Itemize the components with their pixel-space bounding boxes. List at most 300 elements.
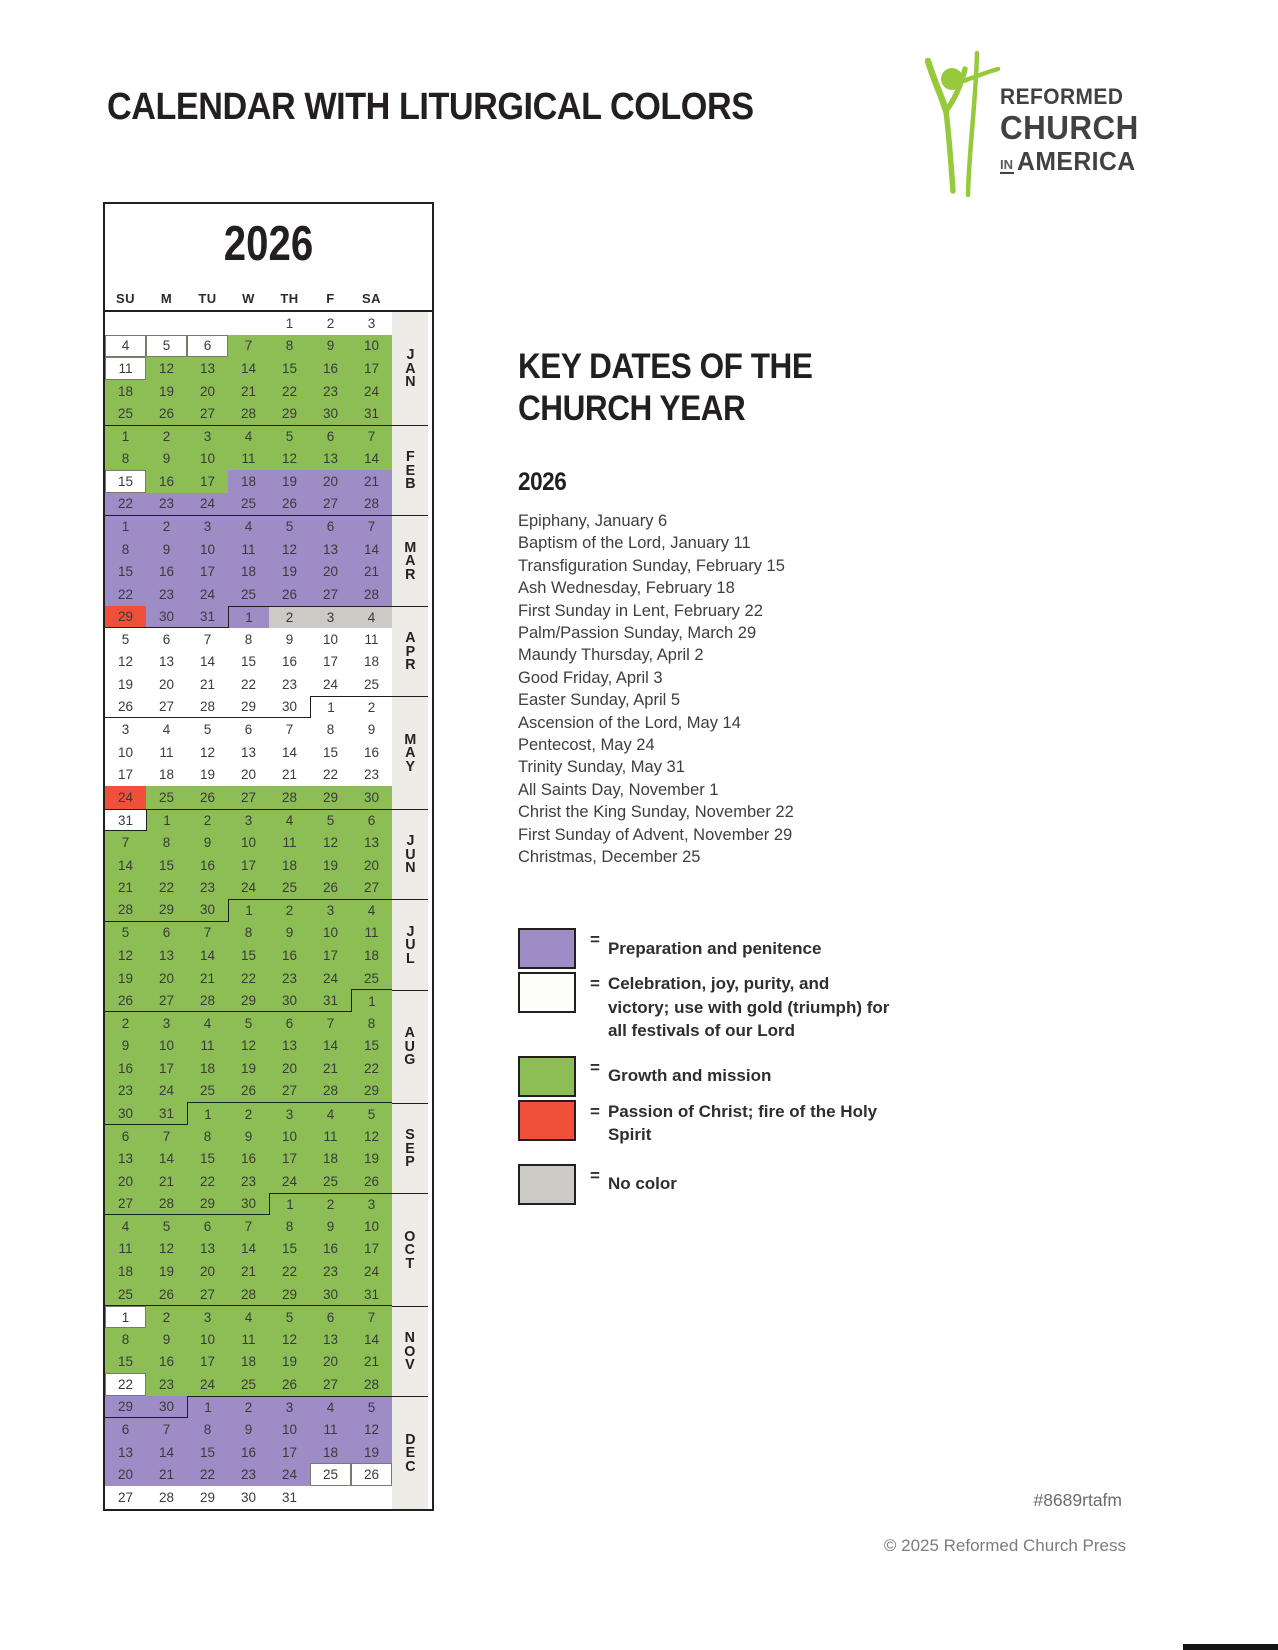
- day-cell: 4: [351, 899, 392, 922]
- day-cell: 3: [187, 1305, 228, 1328]
- day-cell: 13: [146, 944, 187, 967]
- day-cell: 22: [105, 1373, 146, 1396]
- day-cell: 12: [105, 944, 146, 967]
- day-cell: 2: [146, 1305, 187, 1328]
- week-row: [105, 1486, 392, 1509]
- legend-label: Preparation and penitence: [607, 938, 822, 958]
- day-cell: 21: [187, 673, 228, 696]
- day-cell: 1: [187, 1102, 228, 1125]
- day-cell: 14: [228, 357, 269, 380]
- day-cell: 20: [105, 1170, 146, 1193]
- day-cell: 31: [146, 1102, 187, 1125]
- day-cell: 27: [146, 696, 187, 719]
- day-cell: 12: [146, 357, 187, 380]
- day-cell: 21: [228, 1260, 269, 1283]
- week-row: [105, 447, 392, 470]
- key-date-item: Good Friday, April 3: [518, 668, 663, 687]
- day-cell: 17: [187, 1351, 228, 1374]
- day-cell: 8: [105, 538, 146, 561]
- day-cell: 27: [310, 493, 351, 516]
- day-cell: 15: [228, 651, 269, 674]
- calendar-weeks-grid: [105, 312, 392, 1509]
- rca-logo-mark-icon: [922, 48, 1002, 200]
- day-cell: 4: [187, 1012, 228, 1035]
- day-cell: 20: [105, 1463, 146, 1486]
- week-row: [105, 1441, 392, 1464]
- day-cell: 2: [146, 515, 187, 538]
- day-cell: 27: [351, 876, 392, 899]
- month-label-jan: [392, 312, 428, 425]
- day-cell: 17: [187, 560, 228, 583]
- key-date-item: Baptism of the Lord, January 11: [518, 534, 751, 553]
- day-cell: 14: [228, 1238, 269, 1261]
- day-cell: 16: [310, 1238, 351, 1261]
- day-cell: 30: [269, 696, 310, 719]
- day-cell: 28: [105, 899, 146, 922]
- day-cell: 21: [351, 560, 392, 583]
- day-cell: 20: [146, 673, 187, 696]
- day-cell: 3: [351, 312, 392, 335]
- day-cell: 30: [228, 1486, 269, 1509]
- week-row: [105, 1125, 392, 1148]
- day-cell: 19: [269, 470, 310, 493]
- logo-church: CHURCH: [1000, 109, 1139, 146]
- month-label-nov: [392, 1306, 428, 1396]
- empty-cell: [146, 312, 187, 335]
- day-cell: 17: [310, 944, 351, 967]
- day-cell: 25: [310, 1463, 351, 1486]
- week-row: [105, 1035, 392, 1058]
- day-cell: 9: [310, 1215, 351, 1238]
- day-cell: 14: [351, 1328, 392, 1351]
- empty-cell: [310, 1486, 351, 1509]
- key-date-item: All Saints Day, November 1: [518, 780, 719, 799]
- month-label-sep: [392, 1103, 428, 1193]
- legend-label: Celebration, joy, purity, and victory; use with gold (triumph) for all festivals of our Lord: [607, 974, 890, 1040]
- day-cell: 2: [146, 425, 187, 448]
- key-date-item: Transfiguration Sunday, February 15: [518, 556, 785, 575]
- day-cell: 29: [105, 1396, 146, 1419]
- week-row: [105, 718, 392, 741]
- day-cell: 30: [269, 989, 310, 1012]
- day-cell: 17: [351, 357, 392, 380]
- day-cell: 14: [146, 1441, 187, 1464]
- day-cell: 7: [351, 1305, 392, 1328]
- day-cell: 1: [228, 899, 269, 922]
- day-cell: 21: [187, 967, 228, 990]
- day-cell: 13: [105, 1441, 146, 1464]
- day-cell: 8: [228, 922, 269, 945]
- day-cell: 18: [269, 854, 310, 877]
- day-cell: 20: [146, 967, 187, 990]
- legend-row: [518, 928, 948, 969]
- day-cell: 19: [146, 1260, 187, 1283]
- day-cell: 19: [146, 380, 187, 403]
- day-cell: 8: [146, 831, 187, 854]
- week-row: [105, 1170, 392, 1193]
- day-cell: 26: [146, 402, 187, 425]
- day-cell: 26: [269, 583, 310, 606]
- calendar-body: [105, 312, 432, 1509]
- day-cell: 13: [105, 1147, 146, 1170]
- day-cell: 4: [269, 809, 310, 832]
- day-cell: 25: [146, 786, 187, 809]
- day-cell: 23: [146, 493, 187, 516]
- day-cell: 9: [228, 1418, 269, 1441]
- month-label-letters: J U L: [404, 922, 416, 967]
- week-row: [105, 1260, 392, 1283]
- day-cell: 20: [187, 380, 228, 403]
- liturgical-calendar-panel: [103, 202, 434, 1511]
- day-cell: 2: [310, 1193, 351, 1216]
- week-row: [105, 1193, 392, 1216]
- day-cell: 18: [310, 1147, 351, 1170]
- day-cell: 19: [351, 1441, 392, 1464]
- day-cell: 26: [269, 1373, 310, 1396]
- day-cell: 22: [228, 673, 269, 696]
- week-row: [105, 764, 392, 787]
- day-cell: 26: [105, 989, 146, 1012]
- day-cell: 4: [105, 335, 146, 358]
- day-cell: 14: [105, 854, 146, 877]
- day-cell: 30: [146, 1396, 187, 1419]
- day-cell: 13: [310, 447, 351, 470]
- day-cell: 12: [269, 1328, 310, 1351]
- day-cell: 29: [105, 606, 146, 629]
- day-cell: 28: [146, 1486, 187, 1509]
- day-cell: 5: [105, 922, 146, 945]
- key-date-item: Epiphany, January 6: [518, 512, 668, 530]
- day-cell: 17: [228, 854, 269, 877]
- day-cell: 16: [146, 1351, 187, 1374]
- day-cell: 8: [187, 1418, 228, 1441]
- day-cell: 14: [187, 651, 228, 674]
- day-cell: 10: [269, 1418, 310, 1441]
- month-label-letters: N O V: [404, 1329, 416, 1374]
- day-cell: 27: [187, 402, 228, 425]
- legend-row: [518, 1056, 948, 1097]
- day-cell: 6: [187, 1215, 228, 1238]
- week-row: [105, 1012, 392, 1035]
- day-cell: 6: [105, 1125, 146, 1148]
- key-date-item: Trinity Sunday, May 31: [518, 758, 685, 777]
- day-cell: 23: [310, 1260, 351, 1283]
- day-cell: 29: [310, 786, 351, 809]
- day-cell: 9: [351, 718, 392, 741]
- week-row: [105, 515, 392, 538]
- key-dates-year: 2026: [518, 468, 567, 496]
- week-row: [105, 741, 392, 764]
- day-cell: 25: [351, 967, 392, 990]
- day-cell: 31: [351, 1283, 392, 1306]
- day-cell: 17: [187, 470, 228, 493]
- legend-equals: =: [590, 930, 600, 949]
- month-label-letters: D E C: [404, 1430, 416, 1475]
- month-label-jul: [392, 899, 428, 989]
- day-cell: 28: [351, 1373, 392, 1396]
- day-cell: 7: [228, 335, 269, 358]
- legend-swatch: [518, 1056, 576, 1097]
- day-cell: 12: [187, 741, 228, 764]
- day-cell: 12: [228, 1035, 269, 1058]
- day-cell: 1: [105, 1305, 146, 1328]
- key-dates-list: [518, 510, 898, 869]
- day-cell: 27: [310, 583, 351, 606]
- day-cell: 24: [269, 1463, 310, 1486]
- day-cell: 6: [269, 1012, 310, 1035]
- day-cell: 19: [187, 764, 228, 787]
- day-cell: 7: [310, 1012, 351, 1035]
- day-cell: 8: [105, 1328, 146, 1351]
- week-row: [105, 854, 392, 877]
- day-cell: 16: [187, 854, 228, 877]
- day-cell: 6: [310, 425, 351, 448]
- day-cell: 25: [228, 583, 269, 606]
- day-cell: 4: [310, 1102, 351, 1125]
- day-cell: 25: [228, 493, 269, 516]
- day-cell: 13: [146, 651, 187, 674]
- day-cell: 9: [269, 922, 310, 945]
- week-row: [105, 538, 392, 561]
- day-cell: 20: [310, 1351, 351, 1374]
- week-row: [105, 1102, 392, 1125]
- day-cell: 23: [269, 967, 310, 990]
- day-cell: 22: [105, 493, 146, 516]
- legend-row: [518, 972, 948, 1043]
- day-cell: 12: [351, 1418, 392, 1441]
- rca-logo-text: [1000, 86, 1146, 174]
- day-cell: 8: [105, 447, 146, 470]
- day-cell: 21: [269, 764, 310, 787]
- day-cell: 3: [351, 1193, 392, 1216]
- day-cell: 9: [146, 538, 187, 561]
- day-cell: 25: [351, 673, 392, 696]
- calendar-year-title: 2026: [223, 217, 314, 271]
- day-cell: 18: [351, 944, 392, 967]
- day-cell: 21: [351, 1351, 392, 1374]
- month-label-apr: [392, 606, 428, 696]
- day-cell: 16: [105, 1057, 146, 1080]
- day-cell: 27: [187, 1283, 228, 1306]
- logo-in: IN: [1000, 157, 1013, 172]
- day-cell: 27: [310, 1373, 351, 1396]
- day-cell: 30: [310, 402, 351, 425]
- legend-label: No color: [607, 1174, 677, 1194]
- day-cell: 15: [187, 1147, 228, 1170]
- day-cell: 5: [269, 1305, 310, 1328]
- week-row: [105, 493, 392, 516]
- week-row: [105, 312, 392, 335]
- day-cell: 5: [351, 1396, 392, 1419]
- day-cell: 10: [351, 335, 392, 358]
- day-cell: 15: [146, 854, 187, 877]
- day-cell: 20: [310, 560, 351, 583]
- logo-america: AMERICA: [1017, 146, 1136, 176]
- month-label-column: [392, 312, 428, 1509]
- day-cell: 25: [105, 1283, 146, 1306]
- day-cell: 8: [351, 1012, 392, 1035]
- day-cell: 4: [351, 606, 392, 629]
- day-cell: 29: [269, 402, 310, 425]
- day-cell: 14: [310, 1035, 351, 1058]
- legend-row: [518, 1164, 948, 1205]
- day-cell: 6: [146, 628, 187, 651]
- day-cell: 2: [269, 899, 310, 922]
- day-cell: 27: [228, 786, 269, 809]
- day-cell: 18: [310, 1441, 351, 1464]
- day-cell: 8: [228, 628, 269, 651]
- day-cell: 14: [146, 1147, 187, 1170]
- week-row: [105, 786, 392, 809]
- month-label-mar: [392, 515, 428, 605]
- day-cell: 7: [351, 425, 392, 448]
- month-label-jun: [392, 809, 428, 899]
- day-cell: 3: [310, 899, 351, 922]
- day-cell: 8: [269, 335, 310, 358]
- legend-swatch: [518, 928, 576, 969]
- legend-text: [590, 928, 893, 969]
- day-cell: 22: [105, 583, 146, 606]
- day-cell: 30: [146, 606, 187, 629]
- legend-equals: =: [590, 974, 600, 993]
- day-cell: 3: [187, 425, 228, 448]
- week-row: [105, 1373, 392, 1396]
- day-cell: 11: [105, 357, 146, 380]
- week-row: [105, 922, 392, 945]
- day-cell: 21: [310, 1057, 351, 1080]
- day-cell: 31: [187, 606, 228, 629]
- day-cell: 9: [146, 447, 187, 470]
- day-cell: 5: [187, 718, 228, 741]
- day-cell: 26: [228, 1080, 269, 1103]
- week-row: [105, 809, 392, 832]
- day-cell: 5: [105, 628, 146, 651]
- day-cell: 15: [228, 944, 269, 967]
- day-cell: 30: [351, 786, 392, 809]
- day-cell: 13: [269, 1035, 310, 1058]
- day-cell: 7: [105, 831, 146, 854]
- month-label-letters: J U N: [404, 832, 416, 877]
- week-row: [105, 696, 392, 719]
- legend-equals: =: [590, 1057, 600, 1077]
- day-cell: 4: [228, 515, 269, 538]
- legend-text: [590, 1056, 893, 1097]
- day-cell: 13: [187, 1238, 228, 1261]
- day-cell: 14: [269, 741, 310, 764]
- empty-cell: [105, 312, 146, 335]
- day-cell: 21: [105, 876, 146, 899]
- day-cell: 10: [310, 922, 351, 945]
- day-cell: 30: [228, 1193, 269, 1216]
- day-cell: 15: [187, 1441, 228, 1464]
- week-row: [105, 335, 392, 358]
- day-cell: 31: [269, 1486, 310, 1509]
- day-cell: 25: [269, 876, 310, 899]
- day-cell: 28: [146, 1193, 187, 1216]
- week-row: [105, 1238, 392, 1261]
- day-cell: 25: [228, 1373, 269, 1396]
- day-cell: 16: [351, 741, 392, 764]
- day-cell: 27: [269, 1080, 310, 1103]
- day-cell: 23: [228, 1463, 269, 1486]
- logo-in-america: [1000, 148, 1146, 174]
- week-row: [105, 1305, 392, 1328]
- day-cell: 24: [228, 876, 269, 899]
- week-row: [105, 357, 392, 380]
- day-cell: 12: [269, 538, 310, 561]
- day-cell: 18: [351, 651, 392, 674]
- day-cell: 13: [310, 538, 351, 561]
- legend-swatch: [518, 1100, 576, 1141]
- day-cell: 12: [351, 1125, 392, 1148]
- day-cell: 19: [228, 1057, 269, 1080]
- day-cell: 19: [310, 854, 351, 877]
- day-cell: 10: [269, 1125, 310, 1148]
- day-cell: 4: [228, 1305, 269, 1328]
- day-cell: 12: [269, 447, 310, 470]
- day-cell: 19: [269, 560, 310, 583]
- day-cell: 23: [187, 876, 228, 899]
- day-cell: 1: [269, 312, 310, 335]
- week-row: [105, 673, 392, 696]
- day-cell: 11: [310, 1418, 351, 1441]
- day-cell: 24: [310, 967, 351, 990]
- day-cell: 16: [269, 651, 310, 674]
- week-row: [105, 380, 392, 403]
- day-cell: 10: [187, 447, 228, 470]
- key-date-item: Palm/Passion Sunday, March 29: [518, 624, 757, 643]
- page-title: CALENDAR WITH LITURGICAL COLORS: [107, 86, 754, 128]
- day-cell: 31: [310, 989, 351, 1012]
- day-cell: 15: [105, 470, 146, 493]
- day-cell: 21: [146, 1170, 187, 1193]
- day-cell: 26: [105, 696, 146, 719]
- day-cell: 18: [146, 764, 187, 787]
- day-cell: 11: [146, 741, 187, 764]
- day-cell: 16: [146, 470, 187, 493]
- day-cell: 9: [228, 1125, 269, 1148]
- day-cell: 31: [351, 402, 392, 425]
- legend-label: Passion of Christ; fire of the Holy Spirit: [607, 1101, 878, 1144]
- week-row: [105, 899, 392, 922]
- day-cell: 24: [269, 1170, 310, 1193]
- day-cell: 25: [187, 1080, 228, 1103]
- day-cell: 16: [146, 560, 187, 583]
- week-row: [105, 651, 392, 674]
- day-cell: 29: [351, 1080, 392, 1103]
- week-row: [105, 1418, 392, 1441]
- day-cell: 18: [228, 470, 269, 493]
- key-date-item: Christmas, December 25: [518, 848, 701, 867]
- week-row: [105, 831, 392, 854]
- color-legend: [518, 928, 948, 1208]
- day-cell: 29: [228, 989, 269, 1012]
- day-cell: 8: [310, 718, 351, 741]
- legend-text: [590, 1164, 893, 1205]
- day-cell: 27: [105, 1193, 146, 1216]
- day-cell: 16: [228, 1441, 269, 1464]
- day-cell: 4: [310, 1396, 351, 1419]
- day-cell: 27: [105, 1486, 146, 1509]
- day-cell: 30: [187, 899, 228, 922]
- day-cell: 24: [351, 380, 392, 403]
- legend-text: [590, 1100, 893, 1147]
- day-cell: 1: [105, 515, 146, 538]
- day-cell: 1: [310, 696, 351, 719]
- day-cell: 17: [146, 1057, 187, 1080]
- day-cell: 28: [351, 583, 392, 606]
- month-label-letters: M A R: [404, 538, 416, 583]
